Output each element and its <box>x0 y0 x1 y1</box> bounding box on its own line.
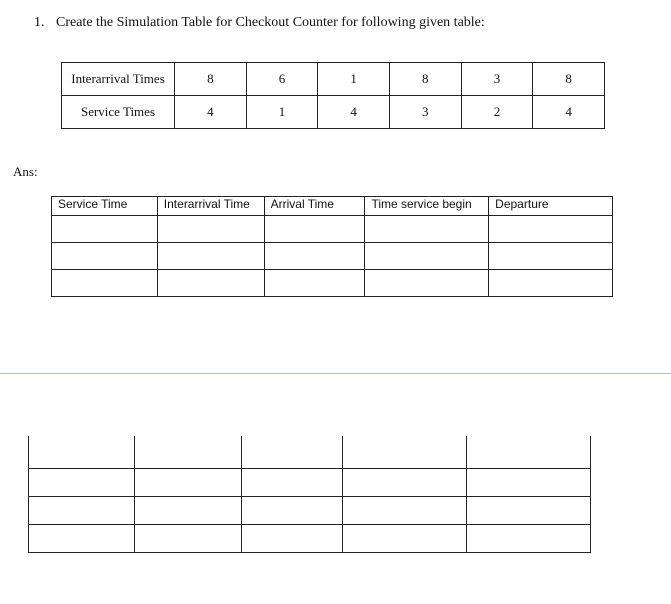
table-cell[interactable] <box>135 525 242 553</box>
table-cell[interactable] <box>157 243 264 270</box>
table-row <box>52 216 613 243</box>
table-cell: 4 <box>318 96 390 129</box>
table-cell[interactable] <box>343 436 467 469</box>
table-cell[interactable] <box>343 469 467 497</box>
column-header-interarrival-time: Interarrival Time <box>157 197 264 216</box>
row-header-service: Service Times <box>62 96 175 129</box>
table-cell[interactable] <box>29 497 135 525</box>
table-cell[interactable] <box>29 525 135 553</box>
table-row <box>62 96 605 129</box>
table-row <box>29 497 591 525</box>
column-header-departure: Departure <box>489 197 613 216</box>
blank-table <box>28 436 591 553</box>
table-cell[interactable] <box>264 243 365 270</box>
table-cell[interactable] <box>157 270 264 297</box>
table-cell: 4 <box>175 96 247 129</box>
table-cell[interactable] <box>242 469 343 497</box>
table-cell[interactable] <box>467 525 591 553</box>
given-data-table <box>61 62 605 129</box>
table-cell[interactable] <box>242 436 343 469</box>
table-cell[interactable] <box>467 497 591 525</box>
table-cell[interactable] <box>489 270 613 297</box>
page-divider <box>0 373 671 374</box>
table-cell[interactable] <box>29 469 135 497</box>
question-number: 1. <box>34 15 45 30</box>
table-cell: 4 <box>533 96 605 129</box>
answer-label: Ans: <box>13 164 38 179</box>
table-cell[interactable] <box>343 497 467 525</box>
table-header-row <box>52 197 613 216</box>
table-cell: 1 <box>246 96 318 129</box>
table-cell: 1 <box>318 63 390 96</box>
table-cell[interactable] <box>52 270 158 297</box>
table-cell[interactable] <box>365 243 489 270</box>
table-cell: 6 <box>246 63 318 96</box>
table-cell: 2 <box>461 96 533 129</box>
table-cell[interactable] <box>157 216 264 243</box>
question-heading <box>34 14 485 32</box>
table-cell: 3 <box>461 63 533 96</box>
table-cell[interactable] <box>242 497 343 525</box>
table-cell[interactable] <box>264 270 365 297</box>
table-cell: 3 <box>389 96 461 129</box>
table-row <box>29 436 591 469</box>
question-text: Create the Simulation Table for Checkout Counter for following given table: <box>56 15 485 30</box>
table-row <box>29 469 591 497</box>
simulation-table <box>51 196 613 297</box>
table-cell: 8 <box>533 63 605 96</box>
table-row <box>52 270 613 297</box>
table-cell[interactable] <box>242 525 343 553</box>
table-cell[interactable] <box>135 436 242 469</box>
column-header-arrival-time: Arrival Time <box>264 197 365 216</box>
table-row <box>52 243 613 270</box>
column-header-service-time: Service Time <box>52 197 158 216</box>
table-cell[interactable] <box>467 469 591 497</box>
table-cell[interactable] <box>52 243 158 270</box>
table-cell: 8 <box>175 63 247 96</box>
table-cell[interactable] <box>29 436 135 469</box>
row-header-interarrival: Interarrival Times <box>62 63 175 96</box>
table-cell[interactable] <box>52 216 158 243</box>
table-cell[interactable] <box>489 216 613 243</box>
table-cell: 8 <box>389 63 461 96</box>
table-cell[interactable] <box>489 243 613 270</box>
column-header-time-service-begin: Time service begin <box>365 197 489 216</box>
table-cell[interactable] <box>365 270 489 297</box>
table-cell[interactable] <box>135 469 242 497</box>
table-cell[interactable] <box>135 497 242 525</box>
table-cell[interactable] <box>467 436 591 469</box>
table-cell[interactable] <box>264 216 365 243</box>
table-cell[interactable] <box>343 525 467 553</box>
table-row <box>62 63 605 96</box>
table-row <box>29 525 591 553</box>
table-cell[interactable] <box>365 216 489 243</box>
